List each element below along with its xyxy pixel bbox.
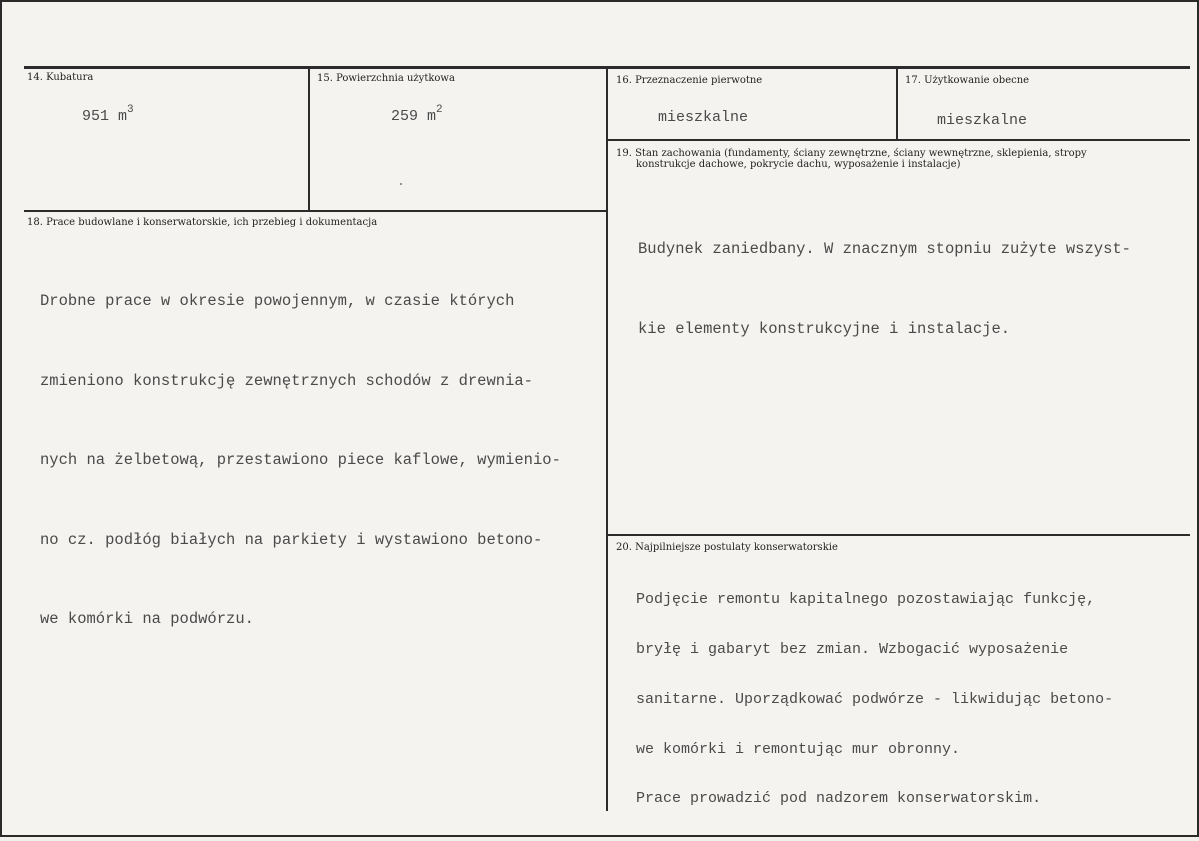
field-20-line: we komórki i remontując mur obronny. xyxy=(636,740,961,758)
field-16-value: mieszkalne xyxy=(658,109,749,126)
field-20-line: Podjęcie remontu kapitalnego pozostawiając funkcję, xyxy=(636,591,1096,609)
field-19-text xyxy=(638,183,1131,395)
center-divider xyxy=(606,68,608,811)
field-19-label xyxy=(616,148,1087,170)
field-20-text xyxy=(636,559,1113,841)
field-18-line: no cz. podłóg białych na parkiety i wystawiono betono- xyxy=(40,530,543,549)
field-17-value: mieszkalne xyxy=(937,112,1028,129)
rule-under-14-15 xyxy=(24,210,608,212)
field-18-line: Drobne prace w okresie powojennym, w czasie których xyxy=(40,292,515,310)
field-20-label: 20. Najpilniejsze postulaty konserwatorskie xyxy=(616,542,838,553)
field-20-line: sanitarne. Uporządkować podwórze - likwidując betono- xyxy=(636,690,1114,708)
field-19-line: kie elementy konstrukcyjne i instalacje. xyxy=(638,319,1011,338)
field-15-label: 15. Powierzchnia użytkowa xyxy=(317,73,455,84)
field-14-value: 951 $m^3$ xyxy=(82,104,134,125)
field-16-label: 16. Przeznaczenie pierwotne xyxy=(616,75,763,86)
field-18-line: we komórki na podwórzu. xyxy=(40,610,254,628)
field-18-line: zmieniono konstrukcję zewnętrznych schodów z drewnia- xyxy=(40,371,533,390)
paper-speck xyxy=(400,183,402,185)
field-20-line: Prace prowadzić pod nadzorem konserwatorskim. xyxy=(636,790,1042,808)
field-19-line: Budynek zaniedbany. W znacznym stopniu zużyte wszyst- xyxy=(638,240,1131,258)
field-18-text xyxy=(40,235,561,686)
divider-14-15 xyxy=(308,68,310,210)
field-18-label: 18. Prace budowlane i konserwatorskie, ich przebieg i dokumentacja xyxy=(27,217,378,228)
rule-under-16-17 xyxy=(608,139,1190,141)
divider-16-17 xyxy=(896,68,898,140)
field-19-label-line: 19. Stan zachowania (fundamenty, ściany zewnętrzne, ściany wewnętrzne, sklepienia, stropy xyxy=(616,148,1087,159)
field-18-line: nych na żelbetową, przestawiono piece kaflowe, wymienio- xyxy=(40,451,561,469)
field-14-label: 14. Kubatura xyxy=(27,72,94,83)
field-19-label-line: konstrukcje dachowe, pokrycie dachu, wyposażenie i instalacje) xyxy=(636,159,961,170)
field-15-value: 259 $m^2$ xyxy=(391,104,443,125)
field-20-line: bryłę i gabaryt bez zmian. Wzbogacić wyposażenie xyxy=(636,640,1069,658)
field-17-label: 17. Użytkowanie obecne xyxy=(905,75,1030,86)
rule-above-20 xyxy=(608,534,1190,536)
